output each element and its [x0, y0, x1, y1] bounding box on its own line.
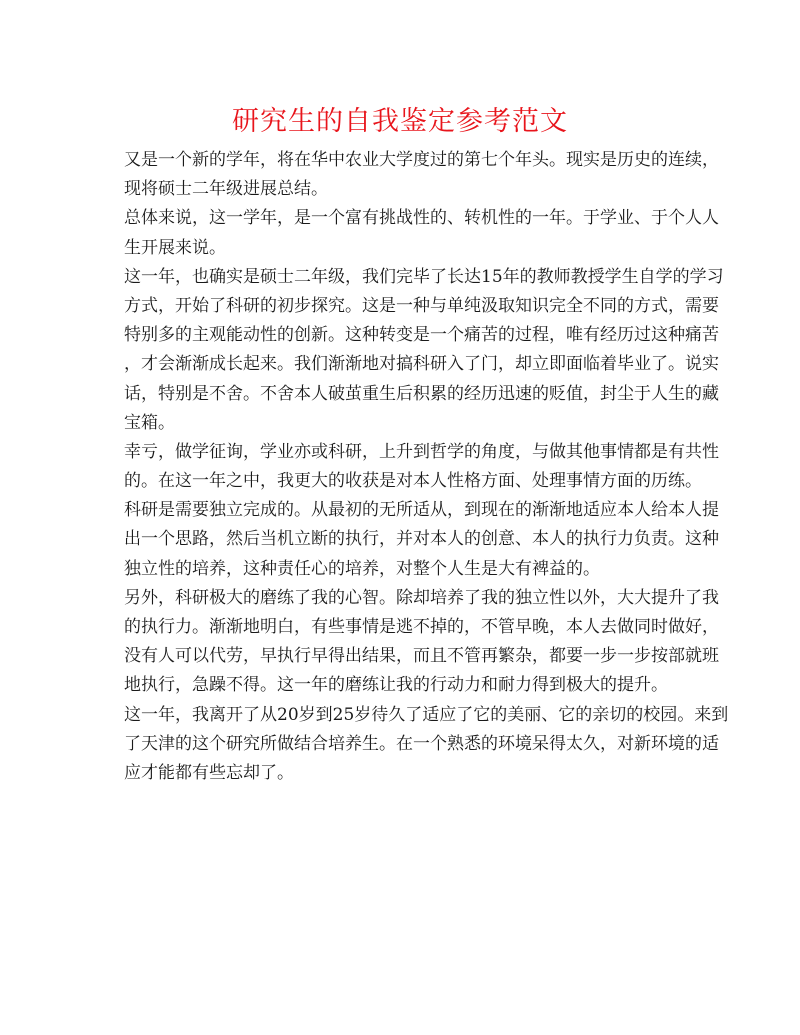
- text-line: 这一年，也确实是硕士二年级，我们完毕了长达15年的教师教授学生自学的学习: [124, 266, 724, 287]
- document-title: 研究生的自我鉴定参考范文: [232, 106, 568, 137]
- text-line: 又是一个新的学年，将在华中农业大学度过的第七个年头。现实是历史的连续，: [124, 150, 719, 170]
- text-line: 方式，开始了科研的初步探究。这是一种与单纯汲取知识完全不同的方式，需要: [124, 295, 719, 316]
- paragraph-2: [124, 204, 719, 262]
- text-line: 应才能都有些忘却了。: [124, 762, 294, 783]
- text-line: 的。在这一年之中，我更大的收获是对本人性格方面、处理事情方面的历练。: [124, 471, 702, 492]
- text-line: 出一个思路，然后当机立断的执行，并对本人的创意、本人的执行力负责。这种: [124, 529, 719, 550]
- paragraph-5: [124, 496, 719, 584]
- text-line: 另外，科研极大的磨练了我的心智。除却培养了我的独立性以外，大大提升了我: [124, 587, 719, 608]
- text-line: 这一年，我离开了从20岁到25岁待久了适应了它的美丽、它的亲切的校园。来到: [124, 704, 729, 725]
- text-line: 宝箱。: [124, 412, 175, 433]
- text-line: 没有人可以代劳，早执行早得出结果，而且不管再繁杂，都要一步一步按部就班: [124, 646, 719, 667]
- text-line: 了天津的这个研究所做结合培养生。在一个熟悉的环境呆得太久，对新环境的适: [124, 733, 719, 754]
- paragraph-1: [124, 146, 719, 204]
- text-line: 生开展来说。: [124, 237, 226, 258]
- text-line: 地执行，急躁不得。这一年的磨练让我的行动力和耐力得到极大的提升。: [124, 675, 668, 696]
- paragraph-3: [124, 263, 724, 438]
- paragraph-6: [124, 584, 719, 701]
- text-line: 独立性的培养，这种责任心的培养，对整个人生是大有裨益的。: [124, 558, 600, 579]
- text-line: 科研是需要独立完成的。从最初的无所适从，到现在的渐渐地适应本人给本人提: [124, 500, 719, 521]
- text-line: 幸亏，做学征询，学业亦或科研，上升到哲学的角度，与做其他事情都是有共性: [124, 441, 719, 462]
- paragraph-4: [124, 438, 719, 496]
- text-line: ，才会渐渐成长起来。我们渐渐地对搞科研入了门，却立即面临着毕业了。说实: [124, 354, 719, 375]
- paragraph-7: [124, 701, 729, 789]
- text-line: 话，特别是不舍。不舍本人破茧重生后积累的经历迅速的贬值，封尘于人生的藏: [124, 383, 719, 404]
- document-body: [124, 146, 729, 788]
- text-line: 特别多的主观能动性的创新。这种转变是一个痛苦的过程，唯有经历过这种痛苦: [124, 325, 719, 346]
- text-line: 总体来说，这一学年，是一个富有挑战性的、转机性的一年。于学业、于个人人: [124, 208, 719, 229]
- text-line: 的执行力。渐渐地明白，有些事情是逃不掉的，不管早晚，本人去做同时做好，: [124, 617, 719, 637]
- text-line: 现将硕士二年级进展总结。: [124, 179, 328, 200]
